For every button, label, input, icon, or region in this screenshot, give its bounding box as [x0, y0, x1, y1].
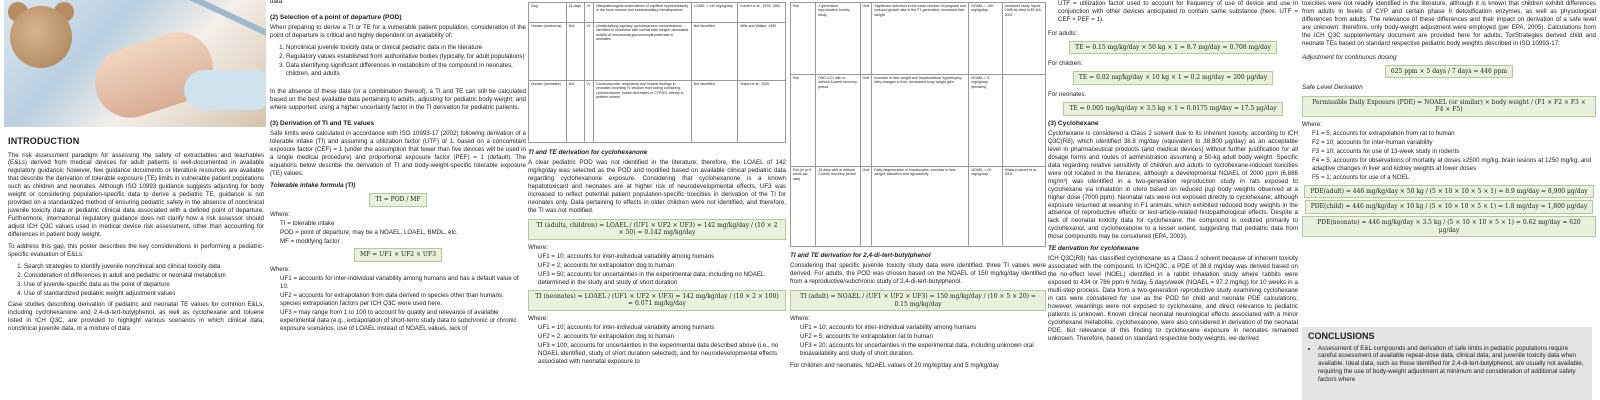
- intro-paragraph-1: The risk assessment paradigm for assessing the safety of extractables and leachables (E&Ls) derived from medical devices for adult patients is well-documented in available regulatory guidance; however, few guidance documents or literature resources are available that describe the derivation of tolerable exposure (TE) limits in vulnerable patient populations such as children and neonates. Although ISO 10993 guidance suggests adjusting for body weight or considering population-specific data to derive a pediatric TE, guidance is not provided on a standardized method of ensuring pediatric safety in the absence of nonclinical juvenile toxicity data or pediatric clinical data associated with a defined point of departure. Furthermore, international regulatory guidance does not clarify how a risk assessor should adjust ICH Q3C values used in medical device risk assessment, other than accounting for differences in patient body weight.: [8, 151, 264, 238]
- te-derivation-heading: TE derivation for cyclohexane: [1048, 245, 1139, 253]
- list-item: TI = tolerable intake: [280, 219, 335, 227]
- table-cell: LOAEL = 142 mg/kg/day: [691, 3, 738, 23]
- table-cell: NOAEL = 5 mg/kg/day (females): [969, 75, 1002, 167]
- table-cell: Histopathological observations of myofibril hypercellularity in the bone marrow and extramedullary hematopoiesis: [594, 3, 692, 23]
- table-cell: Hirata-Koizumi et al., 2005: [1002, 167, 1045, 247]
- for-adults-label: For adults:: [1048, 29, 1078, 37]
- dtbp-table: [790, 2, 1046, 247]
- list-item: 2. Regulatory values established from authoritative bodies (typically, for adult populations): [286, 53, 526, 61]
- table-row: [529, 81, 786, 143]
- table-cell: 21 days: [566, 3, 585, 23]
- cyclohexane-paragraph-2: ICH Q3C(R8) has classified cyclohexane as a Class 2 solvent because of inherent toxicity associated with the compound. In ICHQ3C, a PDE of 38.8 mg/day was derived based on the no-effect level (NOEL) identified in a rabbit inhalation study where rabbits were exposed to 434 or 786 ppm 6 h/day, 5 days/week (NOAEL = 97.2 mg/kg) for 10 weeks in a multi-step process. Data from a two-generation reproductive study examining cyclohexane in rats were considered for use as the POD for child and neonate PDE calculations; however, weanlings were not exposed to cyclohexane, and direct relevance to pediatric patients is unknown. Known clinical neonatal neurological effects associated with a minor cyclohexane metabolite, cyclohexanone, were also considered in derivation of the neonatal PDE, but relevance of this finding to cyclohexane exposure in neonates remained unknown. Therefore, based on standard respective body weights, we derived: [1048, 255, 1298, 342]
- table-row: [529, 3, 786, 23]
- table-cell: Snyed et al., 2000: [738, 81, 786, 143]
- table-cell: Koeferl et al., 1976; 1981: [738, 3, 786, 23]
- table-cell: NOAEL = 20 mg/kg/day: [969, 167, 1002, 247]
- section-2-paragraph: When preparing to derive a TI or TE for a vulnerable patient population, consideration of the point of departure is critical and highly dependent on availability of:: [270, 24, 526, 40]
- list-item: UF3 = 20; accounts for uncertainties in the experimental data, including unknown oral bioavailability and study of short duration.: [800, 342, 1034, 358]
- table-cell: Cardiovascular, respiratory and hepatic findings in neonates receiving IV infusion from tubing containing cyclohexanone; subtle decreases in CYP2E1 activity in preterm infants: [594, 81, 692, 143]
- list-item: UF3 = 100; accounts for uncertainties in the experimental data described above (i.e., no NOAEL identified, study of short duration selected), and for neurodevelopmental effects associated with neonatal exposure to: [538, 341, 779, 365]
- table-cell: Human (neonates): [529, 81, 567, 143]
- list-item: UF1 = 10; accounts for inter-individual variability among humans: [800, 324, 977, 332]
- where-list: [1312, 130, 1596, 182]
- table-cell: NOAEL = 150 mg/kg/day: [969, 3, 1002, 75]
- list-item: F2 = 10; accounts for inter-human variability: [1312, 138, 1433, 146]
- section-3-heading: (3) Derivation of TI and TE values: [270, 119, 375, 127]
- ti-neonates-equation: TI (neonates) = LOAEL / (UF1 × UF2 × UF3) = 142 mg/kg/day / (10 × 2 × 100) = 0.071 mg/kg/day: [528, 290, 786, 311]
- section-2-heading: (2) Selection of a point of departure (POD): [270, 13, 402, 21]
- list-item: POD = point of departure; may be a NOAEL, LOAEL, BMDL, etc.: [280, 228, 458, 236]
- continuous-dosing-equation: 625 ppm × 5 days / 7 days = 446 ppm: [1385, 65, 1513, 79]
- ti-formula-title: Tolerable intake formula (TI): [270, 181, 356, 189]
- dtbp-paragraph-2: For children and neonates, NOAEL values of 20 mg/kg/day and 5 mg/kg/day: [790, 362, 999, 370]
- column-2: [270, 0, 526, 400]
- list-item: 4. Use of standardized pediatric weight adjustment values: [24, 290, 264, 298]
- table-cell: N/A: [566, 81, 585, 143]
- continuous-dosing-heading: Adjustment for continuous dosing: [1302, 53, 1397, 61]
- cyclohexanone-paragraph: A clear pediatric POD was not identified in the literature; therefore, the LOAEL of 142 mg/kg/day was selected as the POD and modified based on available clinical pediatric data regarding cyclohexanone exposure. Considering that cyclohexanone is a known hepatotoxicant and neonates are at higher risk of neurodevelopmental effects, UF3 was increased to reflect potential patient population-specific toxicities in derivation of the TI for neonates only. Data pertaining to effects in older children were not identified, and therefore, the TI was not modified.: [528, 159, 786, 214]
- intro-paragraph-3: Case studies describing derivation of pediatric and neonatal TE values for common E&Ls, including cyclohexanone and 2,4-di-tert-butylphenol, as well as cyclohexane and toluene listed in ICH Q3C, are provided to highlight various scenarios in which clinical data, nonclinical juvenile data, or a mixture of data: [8, 301, 264, 333]
- table-cell: Oral: [860, 3, 872, 75]
- where-list: [280, 220, 526, 246]
- table-cell: N/A: [566, 23, 585, 81]
- metabolism-paragraph: toxicities were not readily identified in the literature, although it is known that children exhibit differences from adults in levels of CYP and certain phase II detoxification enzymes, as well as physiological differences from adults. The relevance of these differences and their impact on derivation of a safe level are unknown; therefore, only body-weight adjustment were employed (per EPA, 2005). Calculations from the ICH Q3C supplementary document are provided here for adults; ToxStrategies derived child and neonate TEs based on standard respective pediatric body weights described in ISO 10993-17:: [1302, 0, 1596, 47]
- mf-formula: MF = UF1 × UF2 × UF3: [354, 248, 442, 262]
- column-5: [1048, 0, 1298, 400]
- ti-te-heading: TI and TE derivation for 2,4-di-tert-butylphenol: [790, 252, 931, 259]
- where-list: [800, 324, 1046, 358]
- table-cell: Increase in liver weight and hepatocellular hypertrophy; fatty changes in liver; decreased body weight gain: [872, 75, 969, 167]
- table-cell: PND 4-21 with or without 8-week recovery period: [816, 75, 860, 167]
- column-3: [528, 0, 786, 400]
- where-label: Where:: [790, 315, 810, 323]
- ti-formula: TI = POD / MF: [369, 193, 426, 207]
- table-cell: Human (newborns): [529, 23, 567, 81]
- dtbp-paragraph: Considering that specific juvenile toxicity study data were identified, three TI values were derived. For adults, the POD was chosen based on the NOAEL of 150 mg/kg/day identified from a reproductive/subchronic study of 2,4-di-tert-butylphenol.: [790, 262, 1046, 286]
- table-cell: IV: [585, 81, 594, 143]
- pde-neonate-equation: PDE(neonate) = 446 mg/kg/day × 3.5 kg / (5 × 10 × 10 × 5 × 1) = 0.62 mg/day = 620 μg/day: [1302, 216, 1596, 237]
- list-item: UF1 = accounts for inter-individual variability among humans and has a default value of 10.: [280, 275, 519, 291]
- table-cell: 1 generation reproductive toxicity study: [816, 3, 860, 75]
- list-item: UF3 = may range from 1 to 100 to account for quality and relevance of available experimental data (e.g., extrapolation of short-term study data to subchronic or chronic exposure scenarios, use of LOAEL instead of NOAEL values, lack of: [280, 308, 517, 332]
- where-label: Where:: [528, 244, 548, 252]
- table-cell: Mills and Walker, 1990: [738, 23, 786, 81]
- column-1: [4, 0, 266, 400]
- section-2-paragraph-2: In the absence of these data (or a combination thereof), a TI and TE can still be calculated based on the best available data pertaining to adults, adjusting for pediatric body weight; and where supported, using a higher uncertainty factor in the TI derivation for pediatric patients.: [270, 88, 526, 111]
- table-cell: IV: [585, 3, 594, 23]
- table-cell: Unnamed study report, 1998 as cited in ECHA, 2022: [1002, 3, 1045, 75]
- list-item: UF1 = 10; accounts for inter-individual variability among humans: [538, 324, 715, 332]
- where-label: Where:: [270, 266, 290, 274]
- ti-adults-equation: TI (adults, children) = LOAEL / (UF1 × UF2 × UF3) = 142 mg/kg/day / (10 × 2 × 50) = 0.142 mg/kg/day: [528, 219, 786, 240]
- cyclohexane-heading: (3) Cyclohexane: [1048, 119, 1099, 127]
- pde-equation: Permissible Daily Exposure (PDE) = NOAEL (or similar) × body weight / (F1 × F2 × F3 × F4 × F5): [1302, 96, 1596, 117]
- where-label: Where:: [1302, 121, 1322, 129]
- list-item: 3. Use of juvenile-specific data as the point of departure: [24, 281, 264, 289]
- list-item: UF1 = 10; accounts for inter-individual variability among humans: [538, 253, 715, 261]
- where-label: Where:: [270, 210, 290, 218]
- table-row: [791, 3, 1046, 75]
- pde-adult-equation: PDE(adult) = 446 mg/kg/day × 50 kg / (5 × 10 × 10 × 5 × 1) = 8.9 mg/day = 8,900 μg/day: [1304, 185, 1593, 199]
- list-item: 1. Nonclinical juvenile toxicity data or clinical pediatric data in the literature: [286, 44, 526, 52]
- column-6: [1302, 0, 1596, 400]
- conclusions-box: [1302, 327, 1592, 400]
- ti-te-heading: TI and TE derivation for cyclohexanone: [528, 149, 648, 156]
- intro-paragraph-2: To address this gap, this poster describes the key considerations in performing a pediatric-specific evaluation of E&Ls:: [8, 242, 264, 258]
- where-label: Where:: [528, 315, 548, 323]
- table-row: [791, 75, 1046, 167]
- table-cell: Rat: [791, 75, 816, 167]
- ti-adult-equation: TI (adult) = NOAEL / (UF1 × UF2 × UF3) = 150 mg/kg/day / (10 × 5 × 20) = 0.15 mg/kg/day: [790, 290, 1046, 311]
- top-line: data.: [270, 0, 284, 5]
- table-cell: Fatty degeneration of hepatocytes; increase in liver weight; salivation and hypoactivity: [872, 167, 969, 247]
- table-cell: Dog: [529, 3, 567, 23]
- table-cell: 28 days with or without 2-week recovery period: [816, 167, 860, 247]
- table-cell: Not identified: [691, 81, 738, 143]
- where-list: [538, 324, 786, 366]
- introduction-heading: INTRODUCTION: [8, 136, 80, 146]
- table-cell: Significant reduction in the mean number of pregnant and reduced growth rate of the F1 generation; increased liver weight: [872, 3, 969, 75]
- table-cell: Rat: [791, 3, 816, 75]
- table-cell: Umbilical/lung capillary cyclohexanone concentrations identified in newborns with normal birth weight; decreased activity of microsomal glucuronosyltransferase in neonates: [594, 23, 692, 81]
- table-cell: IV: [585, 23, 594, 81]
- te-adults-equation: TE = 0.15 mg/kg/day × 50 kg × 1 = 8.7 mg/day = 0.708 mg/day: [1069, 41, 1277, 55]
- te-neonates-equation: TE = 0.005 mg/kg/day × 3.5 kg × 1 = 0.0175 mg/day = 17.5 μg/day: [1063, 102, 1282, 116]
- list-item: UF2 = 5; accounts for extrapolation rat to human: [800, 333, 933, 341]
- cyclohexanone-table: [528, 2, 786, 143]
- list-item: F1 = 5; accounts for extrapolation from rat to human: [1312, 129, 1455, 137]
- gloved-hand-image: [184, 70, 266, 110]
- list-item: 3. Data identifying significant differences in metabolism of the compound in neonates, children, and adults: [286, 62, 526, 78]
- list-item: MF = modifying factor: [280, 237, 340, 245]
- table-cell: Not identified: [691, 23, 738, 81]
- list-item: • Assessment of E&L compounds and derivation of safe limits in pediatric populations require careful assessment of available repeat-dose data, clinical data, and juvenile toxicity data when available. Ideal data, such as those identified for 2,4-di-tert-butylphenol, are usually not available, requiring the use of body-weight adjustment at minimum and consideration of additional safety factors where: [1318, 345, 1586, 385]
- list-item: UF3 = 50; accounts for uncertainties in the experimental data, including no NOAEL determined in the study and study of short duration: [538, 270, 765, 286]
- for-neonates-label: For neonates:: [1048, 91, 1087, 99]
- table-cell: Rat (in to 9-week-old rats): [791, 167, 816, 247]
- te-children-equation: TE = 0.02 mg/kg/day × 10 kg × 1 = 0.2 mg/day = 200 μg/day: [1073, 71, 1273, 85]
- section-2-list: [286, 44, 526, 78]
- teddy-bear-image: [10, 6, 72, 68]
- list-item: UF2 = 2; accounts for extrapolation dog to human: [538, 261, 675, 269]
- list-item: F5 = 1; accounts for use of a NOEL: [1312, 173, 1410, 181]
- list-item: F3 = 10; accounts for use of 13-week study in rodents: [1312, 147, 1460, 155]
- where-list: [280, 275, 526, 333]
- utf-definition: UTF = utilization factor used to account for frequency of use of device and use in conjunction with other devices anticipated to contain same substance (here, UTF = CEF × PEF = 1).: [1058, 0, 1298, 23]
- column-4: [790, 0, 1046, 400]
- where-list: [538, 253, 786, 287]
- header-photo: [4, 0, 266, 127]
- list-item: 2. Consideration of differences in adult and pediatric or neonatal metabolism: [24, 272, 264, 280]
- pde-child-equation: PDE(child) = 446 mg/kg/day × 10 kg / (5 × 10 × 10 × 5 × 1) = 1.8 mg/day = 1,800 μg/day: [1305, 200, 1593, 214]
- conclusions-list: [1308, 345, 1586, 385]
- table-row: [791, 167, 1046, 247]
- section-3-paragraph: Safe limits were calculated in accordance with ISO 10993-17 (2002) following derivation of a tolerable intake (TI) and assuming a utilization factor (UTF) of 1, based on a concomitant exposure factor (CEF) = 1 (under the assumption that fewer than five devices will be used in a single medical procedure) and proportional exposure factor (PEF) = 1 (default). The equations below describe the derivation of TI and body-weight-specific tolerable exposure (TE) values:: [270, 130, 526, 177]
- list-item: 1. Search strategies to identify juvenile nonclinical and clinical toxicity data: [24, 263, 264, 271]
- intro-list: [24, 263, 264, 298]
- list-item: F4 = 5; accounts for observations of mortality at doses ≥2500 mg/kg, brain lesions at 1250 mg/kg, and adaptive changes in liver and kidney weights at lower doses: [1312, 156, 1592, 172]
- cyclohexane-paragraph: Cyclohexane is considered a Class 2 solvent due to its inherent toxicity, according to ICH Q3C(R8), which identified 38.8 mg/day (equivalent to 38,800 μg/day) as an acceptable level in pharmaceutical products (and medical devices) without further justification for all dosage forms and routes of administration assuming a 50-kg adult body weight. Specific data regarding relative sensitivity of children and adults to cyclohexane-induced toxicities were not located in the literature, although a developmental NOAEL of 2000 ppm (6,886 mg/m³) was identified in a two-generation reproduction study in rats exposed to cyclohexane via inhalation in utero based on reduced pup body weights observed at a higher dose (7000 ppm). Neonatal rats were not exposed directly to cyclohexane, although exposure resumed at weaning in F1 animals, which exhibited reduced body weights in the absence of reproductive effects or test-article-related histopathological effects. Despite a lack of neonatal toxicity data for cyclohexane, the compound is oxidized primarily to cyclohexanol, and cyclohexanone to a lesser extent, suggesting that pediatric data from those compounds may be considered (EPA, 2003).: [1048, 130, 1298, 241]
- table-cell: [1002, 75, 1045, 167]
- table-cell: Oral: [860, 75, 872, 167]
- conclusions-heading: CONCLUSIONS: [1308, 331, 1375, 341]
- list-item: UF2 = accounts for extrapolation from data derived in species other than humans; species extrapolation factors per ICH Q3C were used here.: [280, 291, 504, 307]
- table-row: [529, 23, 786, 81]
- table-cell: Oral: [860, 167, 872, 247]
- safe-level-heading: Safe Level Derivation: [1302, 84, 1363, 92]
- list-item: UF2 = 2; accounts for extrapolation dog to human: [538, 333, 675, 340]
- for-children-label: For children:: [1048, 60, 1083, 68]
